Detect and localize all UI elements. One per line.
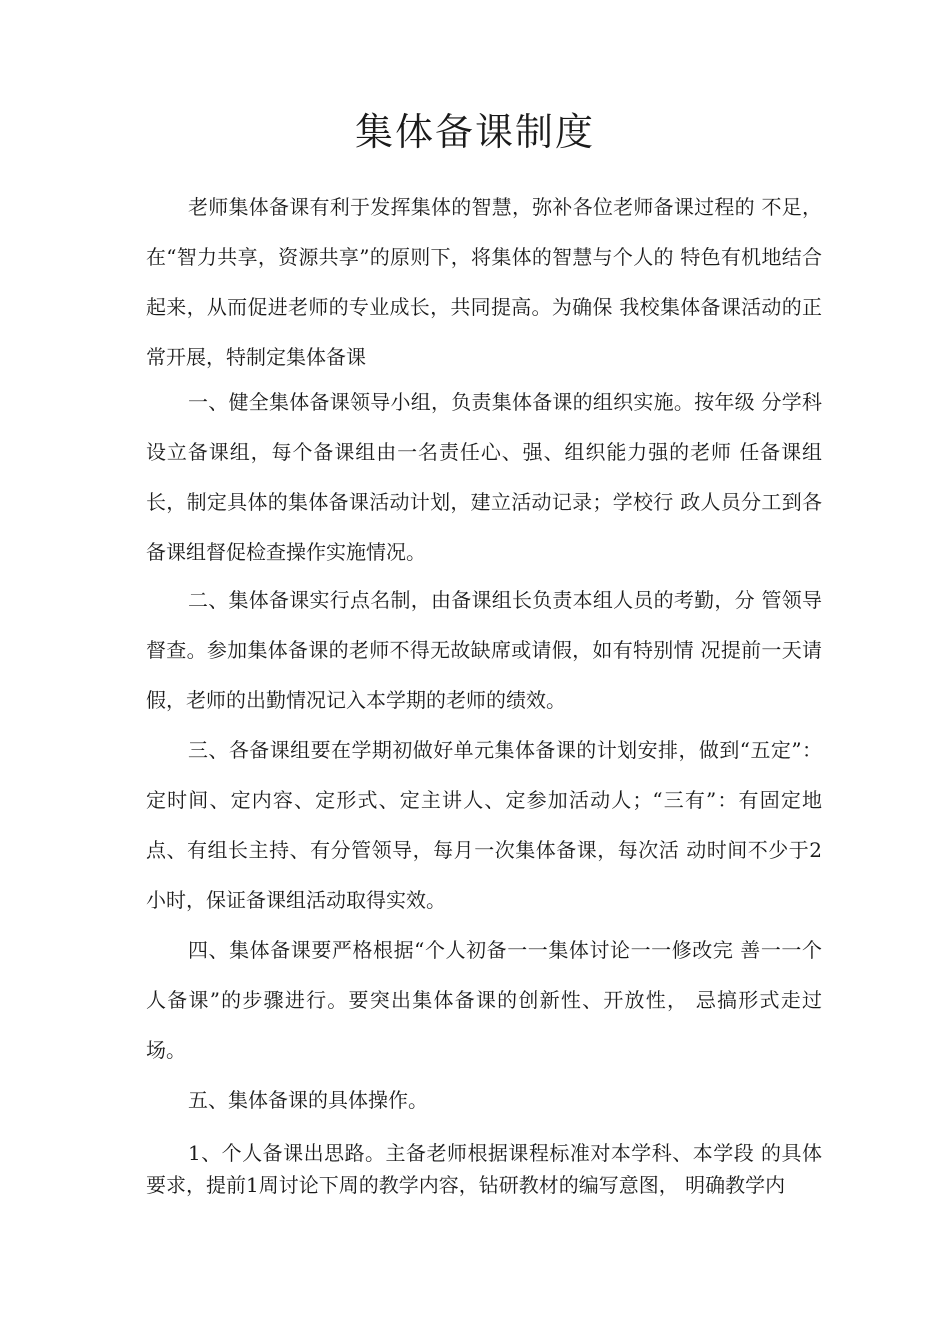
paragraph-section-2: 二、集体备课实行点名制，由备课组长负责本组人员的考勤，分 管领导督查。参加集体备课的老师不得无故缺席或请假，如有特别情 况提前一天请假，老师的出勤情况记入本学期的老师的绩效。: [146, 588, 822, 712]
document-title: 集体备课制度: [354, 110, 595, 154]
paragraph-section-5: 五、集体备课的具体操作。: [188, 1088, 428, 1112]
paragraph-item-1: 1、个人备课出思路。主备老师根据课程标准对本学科、本学段 的具体要求，提前1周讨论下周的教学内容，钻研教材的编写意图， 明确教学内: [146, 1141, 822, 1197]
paragraph-section-4: 四、集体备课要严格根据“个人初备一一集体讨论一一修改完 善一一个人备课”的步骤进行。要突出集体备课的创新性、开放性， 忌搞形式走过场。: [146, 938, 822, 1062]
paragraph-section-1: 一、健全集体备课领导小组，负责集体备课的组织实施。按年级 分学科设立备课组，每个备课组由一名责任心、强、组织能力强的老师 任备课组长，制定具体的集体备课活动计划，建立活动记录；学校行 政人员分工到各备课组督促检查操作实施情况。: [146, 390, 822, 564]
paragraph-section-3: 三、各备课组要在学期初做好单元集体备课的计划安排，做到“五定”：定时间、定内容、定形式、定主讲人、定参加活动人；“三有”：有固定地点、有组长主持、有分管领导，每月一次集体备课，每次活 动时间不少于2小时，保证备课组活动取得实效。: [146, 738, 822, 912]
paragraph-intro: 老师集体备课有利于发挥集体的智慧，弥补各位老师备课过程的 不足，在“智力共享，资源共享”的原则下，将集体的智慧与个人的 特色有机地结合起来，从而促进老师的专业成长，共同提高。为确保 我校集体备课活动的正常开展，特制定集体备课: [146, 195, 822, 369]
